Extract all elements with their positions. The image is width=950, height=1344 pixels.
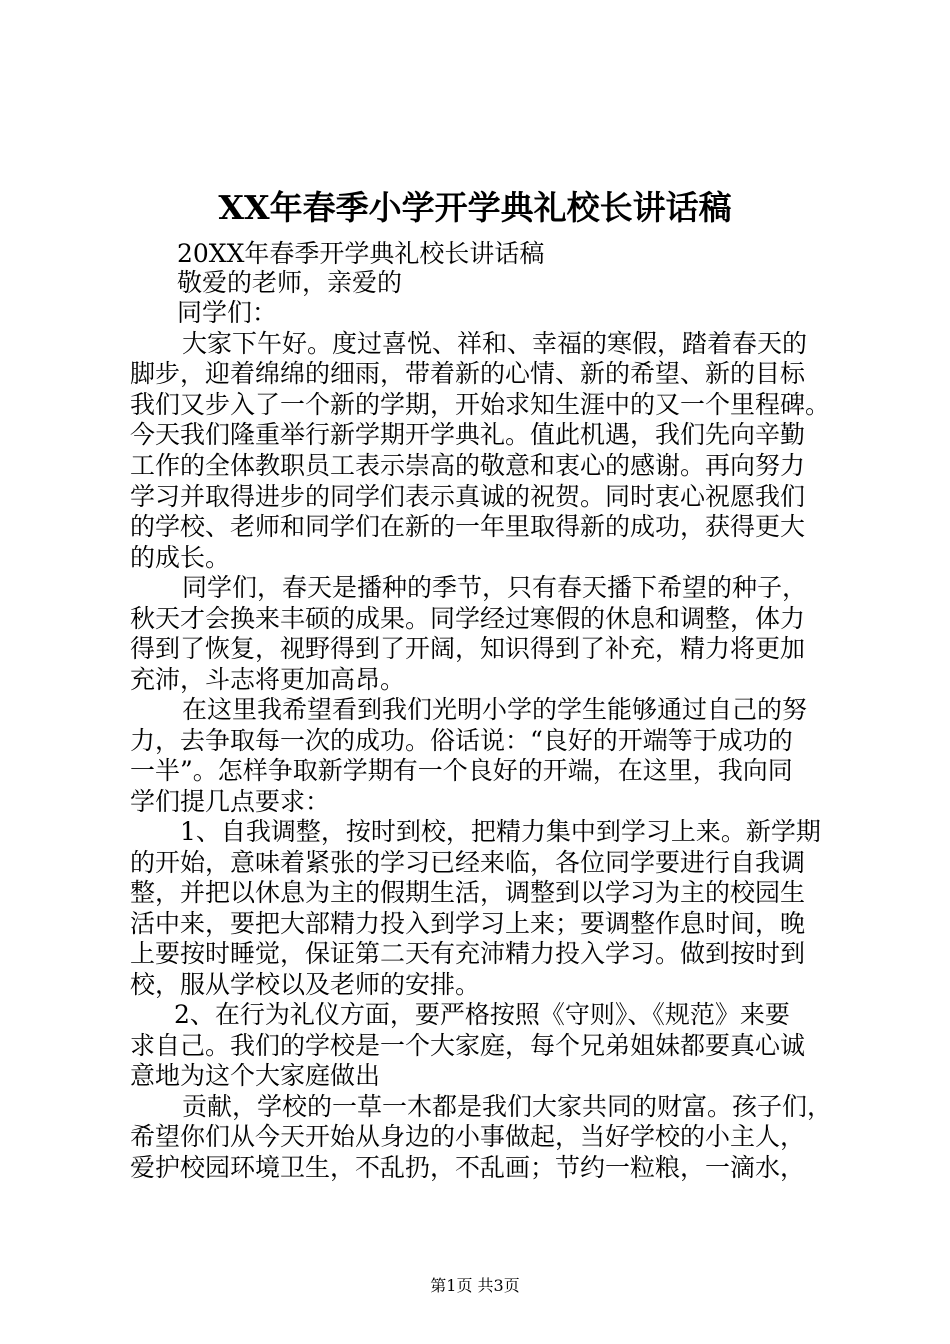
body-line: 的开始，意味着紧张的学习已经来临，各位同学要进行自我调 [130, 848, 806, 877]
body-line: 2、在行为礼仪方面，要严格按照《守则》、《规范》来要 [174, 1000, 790, 1029]
body-line: 学们提几点要求： [130, 787, 331, 816]
body-line: 求自己。我们的学校是一个大家庭，每个兄弟姐妹都要真心诚 [130, 1031, 806, 1060]
body-line: 整，并把以休息为主的假期生活，调整到以学习为主的校园生 [130, 878, 806, 907]
body-line: 1、自我调整，按时到校，把精力集中到学习上来。新学期 [180, 817, 821, 846]
body-line: 秋天才会换来丰硕的成果。同学经过寒假的休息和调整，体力 [130, 604, 806, 633]
body-line: 脚步，迎着绵绵的细雨，带着新的心情、新的希望、新的目标 [130, 359, 806, 388]
body-line: 校，服从学校以及老师的安排。 [130, 970, 481, 999]
body-line: 一半”。怎样争取新学期有一个良好的开端，在这里，我向同 [130, 756, 793, 785]
body-line: 充沛，斗志将更加高昂。 [130, 665, 406, 694]
body-line: 20XX年春季开学典礼校长讲话稿 [177, 239, 545, 268]
body-line: 得到了恢复，视野得到了开阔，知识得到了补充，精力将更加 [130, 634, 806, 663]
body-line: 同学们： [177, 298, 278, 327]
body-line: 工作的全体教职员工表示崇高的敬意和衷心的感谢。再向努力 [130, 451, 806, 480]
body-line: 我们又步入了一个新的学期，开始求知生涯中的又一个里程碑。 [130, 390, 831, 419]
body-line: 敬爱的老师，亲爱的 [177, 268, 403, 297]
body-line: 学习并取得进步的同学们表示真诚的祝贺。同时衷心祝愿我们 [130, 482, 806, 511]
body-line: 的学校、老师和同学们在新的一年里取得新的成功，获得更大 [130, 512, 806, 541]
body-line: 希望你们从今天开始从身边的小事做起，当好学校的小主人， [130, 1122, 806, 1151]
body-line: 同学们，春天是播种的季节，只有春天播下希望的种子， [182, 573, 808, 602]
body-line: 今天我们隆重举行新学期开学典礼。值此机遇，我们先向辛勤 [130, 420, 806, 449]
document-title: XX年春季小学开学典礼校长讲话稿 [218, 188, 732, 227]
body-line: 意地为这个大家庭做出 [130, 1061, 381, 1090]
page-footer: 第1页 共3页 [430, 1276, 520, 1295]
body-line: 在这里我希望看到我们光明小学的学生能够通过自己的努 [182, 695, 808, 724]
body-line: 上要按时睡觉，保证第二天有充沛精力投入学习。做到按时到 [130, 939, 806, 968]
body-line: 的成长。 [130, 543, 231, 572]
body-line: 力，去争取每一次的成功。俗话说：“良好的开端等于成功的 [130, 726, 793, 755]
body-line: 活中来，要把大部精力投入到学习上来；要调整作息时间，晚 [130, 909, 806, 938]
body-line: 大家下午好。度过喜悦、祥和、幸福的寒假，踏着春天的 [182, 329, 808, 358]
body-line: 贡献，学校的一草一木都是我们大家共同的财富。孩子们， [182, 1092, 833, 1121]
body-line: 爱护校园环境卫生，不乱扔，不乱画；节约一粒粮，一滴水， [130, 1153, 806, 1182]
